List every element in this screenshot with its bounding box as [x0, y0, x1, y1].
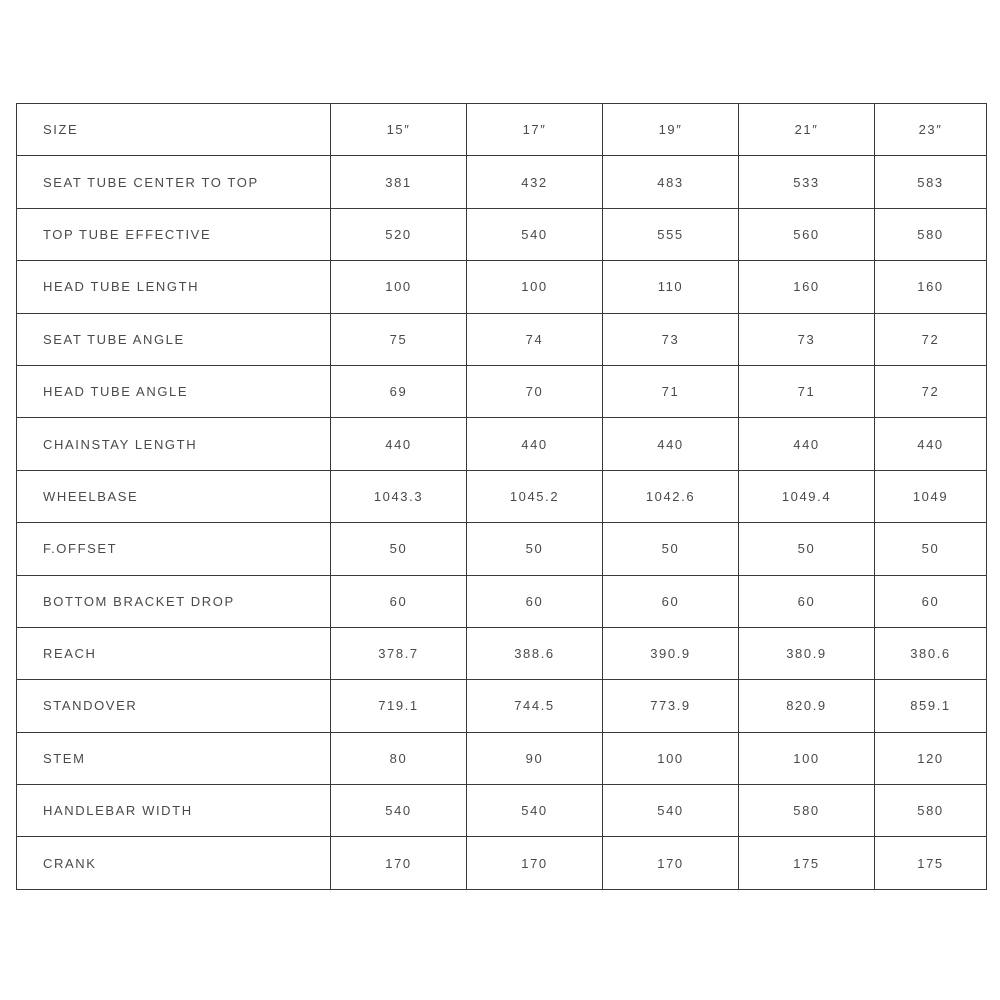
table-cell: 440: [739, 418, 875, 470]
table-cell: 74: [467, 313, 603, 365]
table-row: [17, 732, 987, 784]
row-label: REACH: [17, 627, 331, 679]
table-cell: 440: [331, 418, 467, 470]
table-cell: 69: [331, 365, 467, 417]
table-cell: 170: [467, 837, 603, 890]
table-cell: 175: [739, 837, 875, 890]
row-label: STEM: [17, 732, 331, 784]
table-row: [17, 523, 987, 575]
table-cell: 50: [739, 523, 875, 575]
row-label: WHEELBASE: [17, 470, 331, 522]
table-cell: 560: [739, 208, 875, 260]
table-row: [17, 837, 987, 890]
table-cell: 72: [875, 365, 987, 417]
table-cell: 50: [467, 523, 603, 575]
table-cell: 50: [603, 523, 739, 575]
table-cell: 175: [875, 837, 987, 890]
table-cell: 170: [331, 837, 467, 890]
table-cell: 380.9: [739, 627, 875, 679]
table-cell: 90: [467, 732, 603, 784]
size-header-cell: 23″: [875, 104, 987, 156]
table-cell: 533: [739, 156, 875, 208]
table-cell: 744.5: [467, 680, 603, 732]
table-cell: 440: [467, 418, 603, 470]
row-label: TOP TUBE EFFECTIVE: [17, 208, 331, 260]
table-cell: 75: [331, 313, 467, 365]
row-label: HEAD TUBE ANGLE: [17, 365, 331, 417]
table-cell: 100: [467, 261, 603, 313]
table-cell: 110: [603, 261, 739, 313]
table-cell: 432: [467, 156, 603, 208]
table-row: [17, 313, 987, 365]
row-label: STANDOVER: [17, 680, 331, 732]
table-cell: 381: [331, 156, 467, 208]
table-cell: 71: [739, 365, 875, 417]
row-label: SEAT TUBE CENTER TO TOP: [17, 156, 331, 208]
table-cell: 773.9: [603, 680, 739, 732]
table-cell: 388.6: [467, 627, 603, 679]
table-cell: 380.6: [875, 627, 987, 679]
table-cell: 1049.4: [739, 470, 875, 522]
table-cell: 72: [875, 313, 987, 365]
table-cell: 820.9: [739, 680, 875, 732]
table-cell: 60: [875, 575, 987, 627]
table-row: [17, 365, 987, 417]
table-cell: 160: [875, 261, 987, 313]
table-cell: 520: [331, 208, 467, 260]
table-cell: 100: [603, 732, 739, 784]
table-cell: 80: [331, 732, 467, 784]
table-cell: 390.9: [603, 627, 739, 679]
table-cell: 73: [603, 313, 739, 365]
table-cell: 60: [467, 575, 603, 627]
size-header-cell: 21″: [739, 104, 875, 156]
table-row: [17, 261, 987, 313]
table-cell: 73: [739, 313, 875, 365]
table-cell: 71: [603, 365, 739, 417]
table-cell: 540: [603, 785, 739, 837]
geometry-table: [16, 103, 987, 890]
size-header-cell: 15″: [331, 104, 467, 156]
size-header-cell: 19″: [603, 104, 739, 156]
table-cell: 170: [603, 837, 739, 890]
table-row: [17, 627, 987, 679]
row-label: F.OFFSET: [17, 523, 331, 575]
table-cell: 555: [603, 208, 739, 260]
table-cell: 440: [603, 418, 739, 470]
table-cell: 580: [875, 208, 987, 260]
table-cell: 440: [875, 418, 987, 470]
table-row: [17, 208, 987, 260]
table-cell: 1042.6: [603, 470, 739, 522]
table-row: [17, 785, 987, 837]
size-header-cell: 17″: [467, 104, 603, 156]
row-label: HANDLEBAR WIDTH: [17, 785, 331, 837]
table-cell: 540: [467, 785, 603, 837]
table-cell: 60: [739, 575, 875, 627]
table-cell: 580: [739, 785, 875, 837]
table-cell: 719.1: [331, 680, 467, 732]
size-header-label: SIZE: [17, 104, 331, 156]
table-cell: 540: [331, 785, 467, 837]
geometry-table-body: [17, 104, 987, 890]
table-cell: 160: [739, 261, 875, 313]
table-cell: 1045.2: [467, 470, 603, 522]
table-cell: 483: [603, 156, 739, 208]
row-label: BOTTOM BRACKET DROP: [17, 575, 331, 627]
table-cell: 378.7: [331, 627, 467, 679]
header-row: [17, 104, 987, 156]
table-cell: 70: [467, 365, 603, 417]
table-cell: 100: [739, 732, 875, 784]
table-cell: 580: [875, 785, 987, 837]
table-row: [17, 156, 987, 208]
table-row: [17, 575, 987, 627]
table-cell: 50: [331, 523, 467, 575]
table-row: [17, 680, 987, 732]
table-row: [17, 470, 987, 522]
row-label: CHAINSTAY LENGTH: [17, 418, 331, 470]
table-cell: 540: [467, 208, 603, 260]
table-cell: 100: [331, 261, 467, 313]
row-label: HEAD TUBE LENGTH: [17, 261, 331, 313]
table-cell: 60: [603, 575, 739, 627]
table-cell: 120: [875, 732, 987, 784]
table-cell: 1049: [875, 470, 987, 522]
row-label: SEAT TUBE ANGLE: [17, 313, 331, 365]
table-cell: 1043.3: [331, 470, 467, 522]
table-cell: 583: [875, 156, 987, 208]
table-cell: 60: [331, 575, 467, 627]
row-label: CRANK: [17, 837, 331, 890]
table-cell: 50: [875, 523, 987, 575]
table-cell: 859.1: [875, 680, 987, 732]
table-row: [17, 418, 987, 470]
